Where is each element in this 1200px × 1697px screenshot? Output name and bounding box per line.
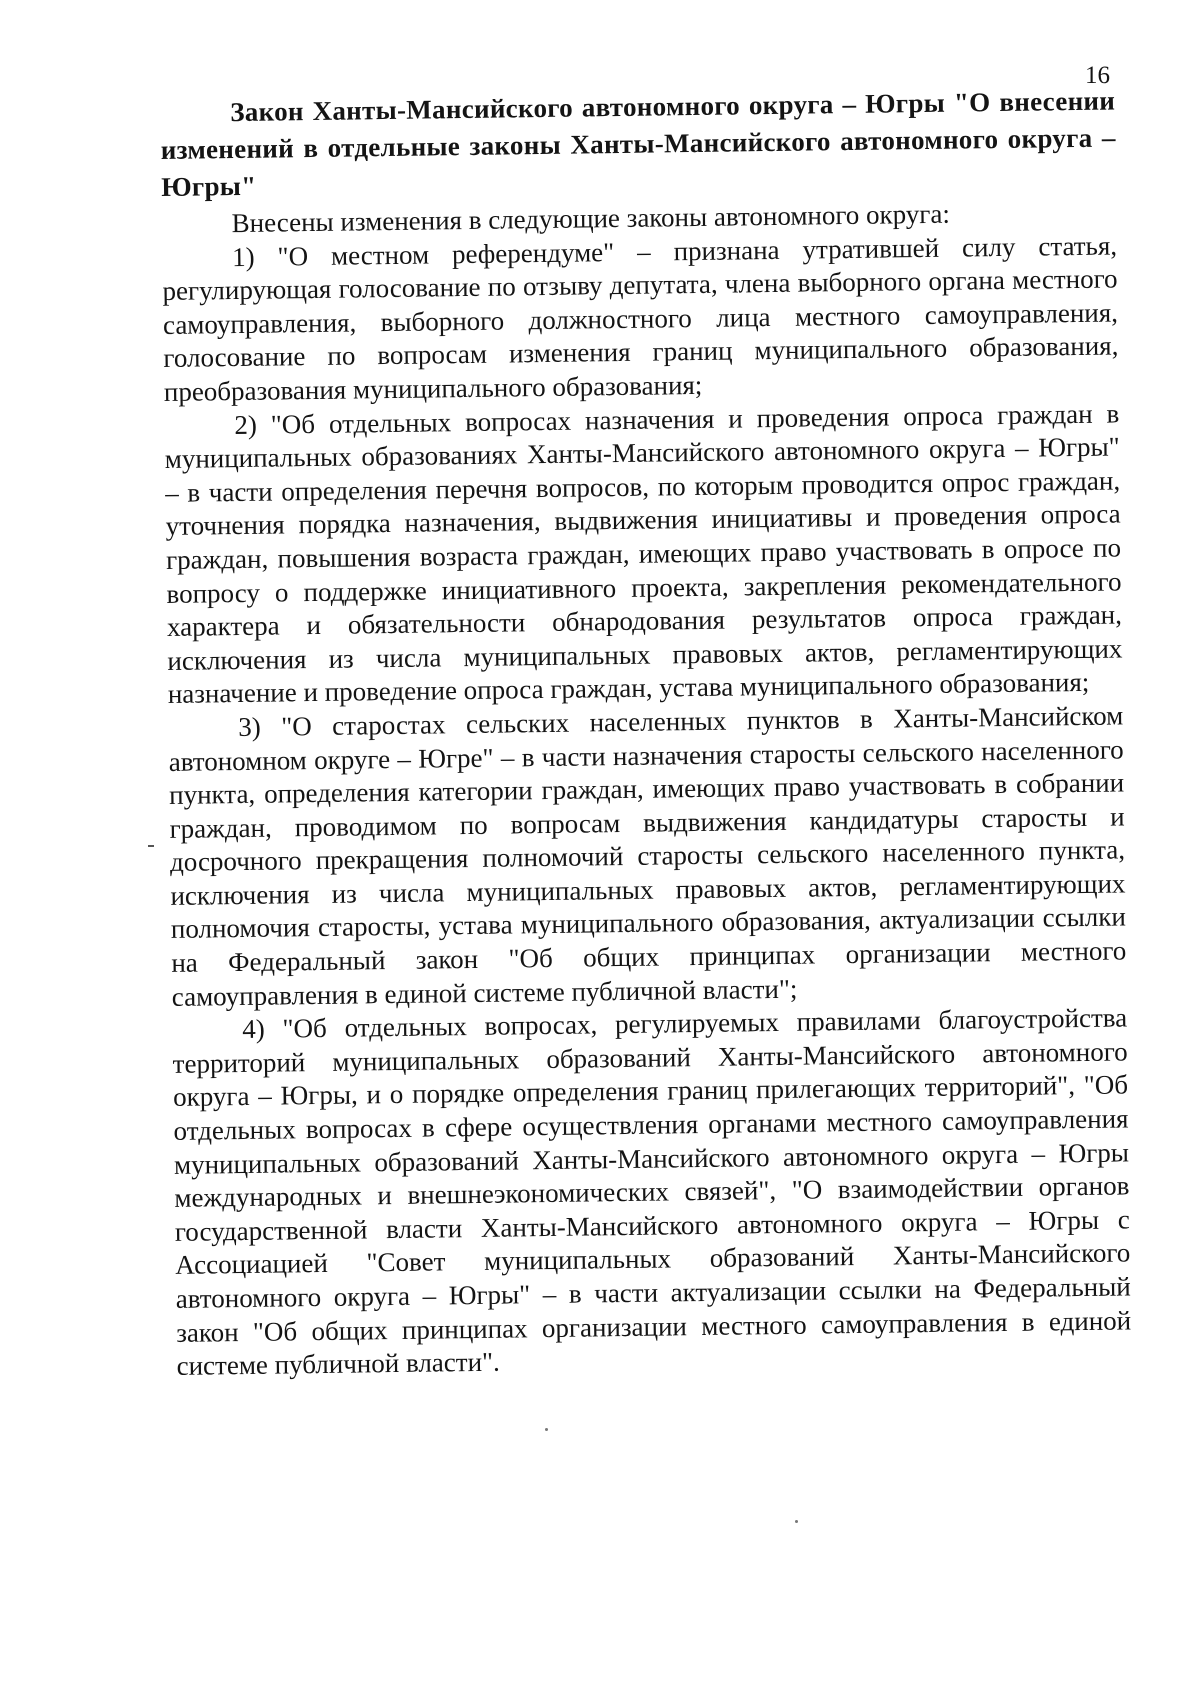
scan-artifact-mark: [148, 845, 154, 847]
list-item-1: 1) "О местном референдуме" – признана утратившей силу статья, регулирующая голосование по отзыву депутата, члена выборного органа местного самоуправления, выборного должностного лица местного самоуправления, голосование по вопросам изменения границ муниципального образования, преобразования муниципального образования;: [162, 230, 1119, 407]
document-body: [160, 82, 1132, 1383]
list-item-3: 3) "О старостах сельских населенных пунктов в Ханты-Мансийском автономном округе – Югре" – в части назначения старосты сельского населенного пункта, определения категории граждан, имеющих право участвовать в собрании граждан, проводимом по вопросам выдвижения кандидатуры старосты и досрочного прекращения полномочий старосты сельского населенного пункта, исключения из числа муниципальных правовых актов, регламентирующих полномочия старосты, устава муниципального образования, актуализации ссылки на Федеральный закон "Об общих принципах организации местного самоуправления в единой системе публичной власти";: [168, 700, 1127, 1012]
scan-artifact-dot: [795, 1520, 798, 1523]
law-heading: Закон Ханты-Мансийского автономного округа – Югры "О внесении изменений в отдельные законы Ханты-Мансийского автономного округа – Югры": [160, 85, 1116, 202]
list-item-2: 2) "Об отдельных вопросах назначения и проведения опроса граждан в муниципальных образованиях Ханты-Мансийского автономного округа – Югры" – в части определения перечня вопросов, по которым проводится опрос граждан, уточнения порядка назначения, выдвижения инициативы и проведения опроса граждан, повышения возраста граждан, имеющих право участвовать в опросе по вопросу о поддержке инициативного проекта, закрепления рекомендательного характера и обязательности обнародования результатов опроса граждан, исключения из числа муниципальных правовых актов, регламентирующих назначение и проведение опроса граждан, устава муниципального образования;: [164, 398, 1123, 710]
page-number: 16: [1085, 62, 1110, 89]
list-item-4: 4) "Об отдельных вопросах, регулируемых правилами благоустройства территорий муниципальных образований Ханты-Мансийского автономного округа – Югры, и о порядке определения границ прилегающих территорий", "Об отдельных вопросах в сфере осуществления органами местного самоуправления муниципальных образований Ханты-Мансийского автономного округа – Югры международных и внешнеэкономических связей", "О взаимодействии органов государственной власти Ханты-Мансийского автономного округа – Югры с Ассоциацией "Совет муниципальных образований Ханты-Мансийского автономного округа – Югры" – в части актуализации ссылки на Федеральный закон "Об общих принципах организации местного самоуправления в единой системе публичной власти".: [172, 1002, 1132, 1382]
scan-artifact-dot: [545, 1428, 548, 1431]
intro-paragraph: Внесены изменения в следующие законы автономного округа:: [231, 198, 951, 239]
